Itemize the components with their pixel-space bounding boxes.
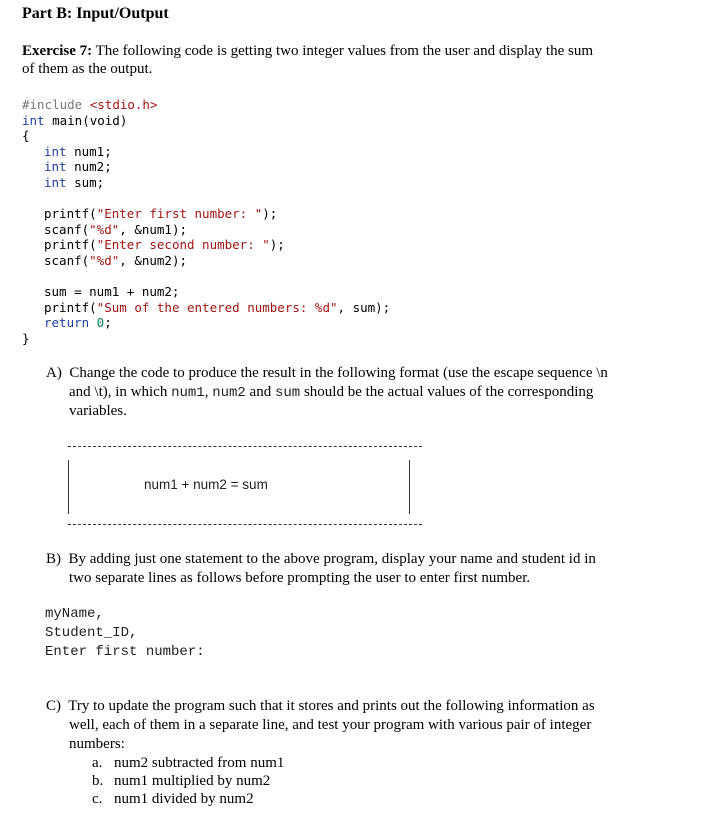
- code-scanf-2: scanf("%d", &num2);: [44, 252, 187, 268]
- code-printf-1: printf("Enter first number: ");: [44, 206, 278, 221]
- code-decl-sum: int sum;: [44, 175, 105, 190]
- code-scanf-1: scanf("%d", &num1);: [44, 221, 187, 237]
- part-c-line-2: well, each of them in a separate line, and test your program with various pair of integer: [69, 717, 592, 733]
- box-right-border: [409, 460, 410, 514]
- part-b-line-1: B) By adding just one statement to the above program, display your name and student id in: [46, 551, 596, 567]
- code-printf-3: printf("Sum of the entered numbers: %d", sum);: [44, 299, 391, 315]
- code-main: int main(void): [22, 112, 128, 128]
- code-include: #include <stdio.h>: [22, 97, 158, 112]
- output-format-text: num1 + num2 = sum: [144, 477, 268, 492]
- code-close-brace: }: [22, 330, 30, 346]
- output-name: myName,: [45, 606, 104, 622]
- output-format-box: [68, 446, 422, 525]
- code-return: return 0;: [44, 315, 112, 331]
- code-open-brace: {: [22, 128, 30, 144]
- output-student-id: Student_ID,: [45, 625, 138, 641]
- code-decl-num2: int num2;: [44, 159, 112, 175]
- output-prompt: Enter first number:: [45, 644, 205, 660]
- var-num2: num2: [212, 385, 246, 401]
- part-a-line-2: and \t), in which num1, num2 and sum should be the actual values of the corresponding: [69, 384, 594, 401]
- box-top-border: [68, 446, 422, 447]
- list-item: a. num2 subtracted from num1: [92, 755, 285, 771]
- exercise-line-1: [22, 42, 593, 60]
- list-item: c. num1 divided by num2: [92, 791, 254, 807]
- box-left-border: [68, 460, 69, 514]
- exercise-text: The following code is getting two integer values from the user and display the sum: [92, 43, 593, 59]
- part-title: Part B: Input/Output: [22, 5, 169, 22]
- exercise-label: Exercise 7:: [22, 43, 93, 59]
- part-a-line-1: A) Change the code to produce the result in the following format (use the escape sequence \n: [46, 365, 608, 381]
- part-c-line-1: C) Try to update the program such that it stores and prints out the following information as: [46, 698, 595, 714]
- list-item: b. num1 multiplied by num2: [92, 773, 271, 789]
- part-c-line-3: numbers:: [69, 736, 125, 752]
- part-a-line-3: variables.: [69, 403, 127, 419]
- exercise-line-2: of them as the output.: [22, 61, 153, 77]
- code-printf-2: printf("Enter second number: ");: [44, 237, 285, 253]
- code-decl-num1: int num1;: [44, 143, 112, 159]
- box-bottom-border: [68, 524, 422, 525]
- var-sum: sum: [274, 385, 301, 401]
- code-assign: sum = num1 + num2;: [44, 284, 180, 299]
- part-b-line-2: two separate lines as follows before prompting the user to enter first number.: [69, 570, 531, 586]
- var-num1: num1: [171, 385, 205, 401]
